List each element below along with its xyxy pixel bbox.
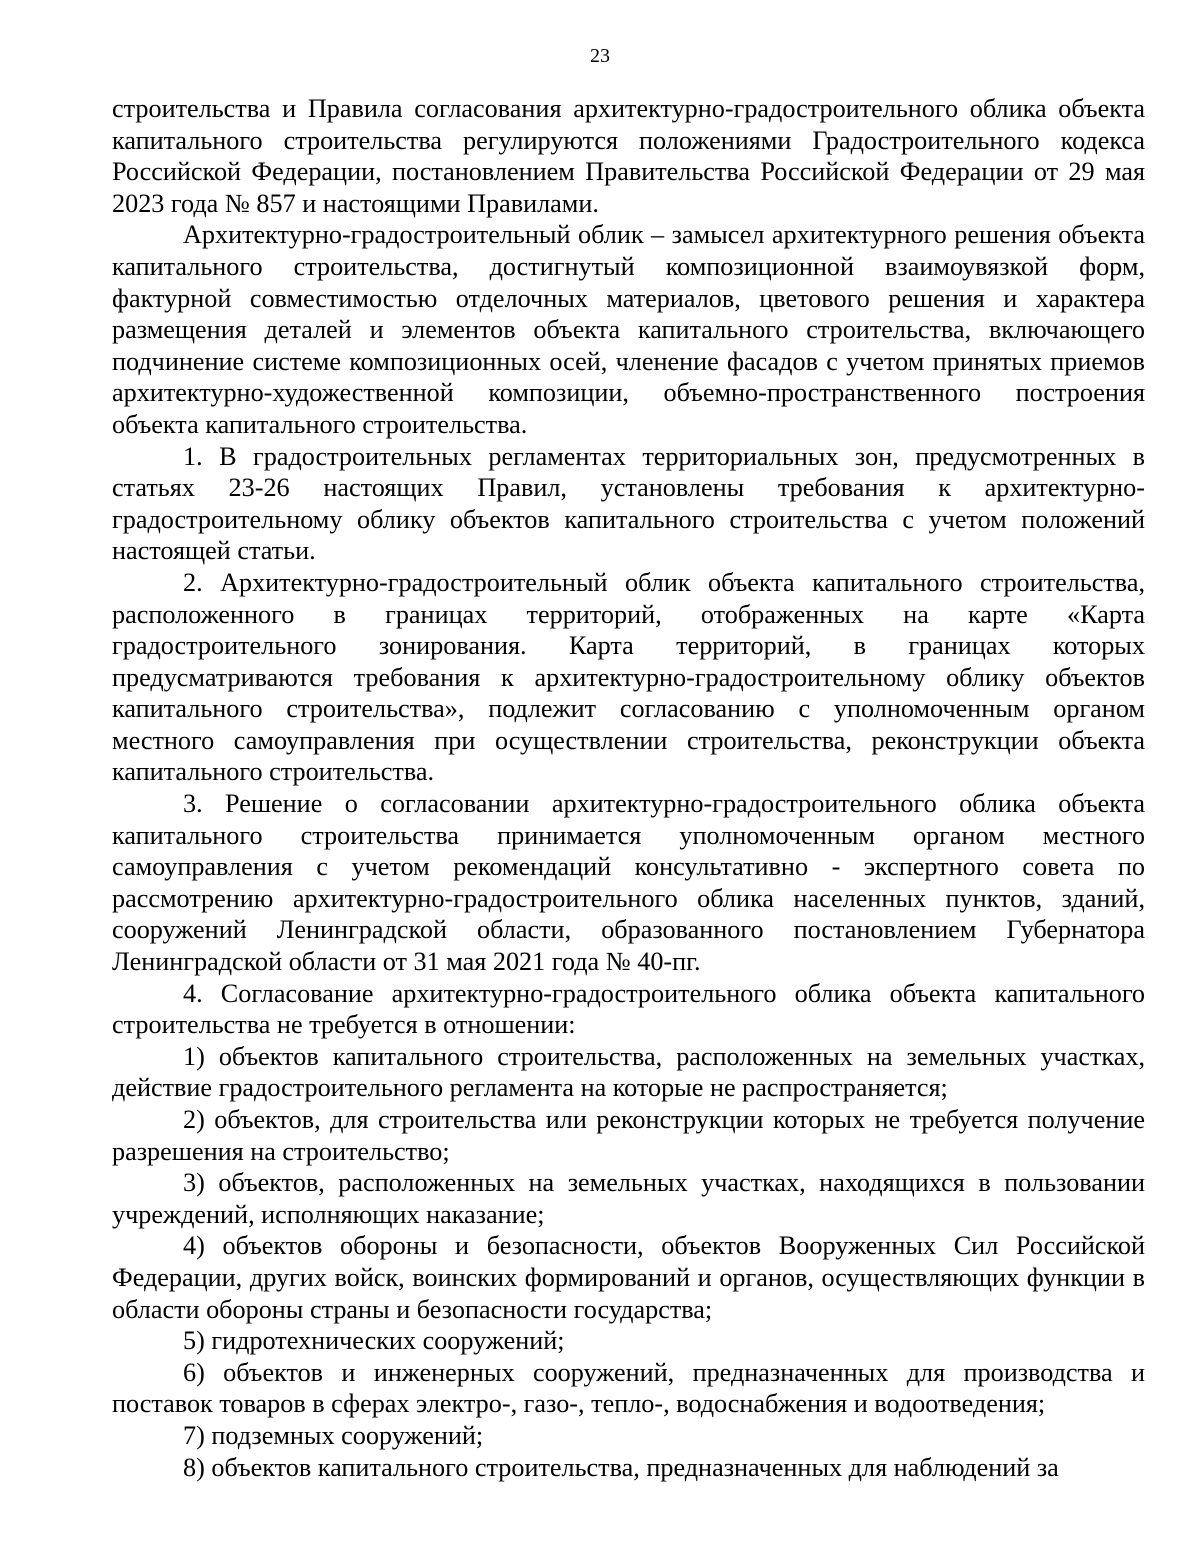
paragraph-item-3: 3. Решение о согласовании архитектурно-градостроительного облика объекта капитального строительства принимается уполномоченным органом местного самоуправления с учетом рекомендаций консультативно - экспертного совета по рассмотрению архитектурно-градостроительного облика населенных пунктов, зданий, сооружений Ленинградской области, образованного постановлением Губернатора Ленинградской области от 31 мая 2021 года № 40-пг. xyxy=(112,789,1145,977)
paragraph-item-4: 4. Согласование архитектурно-градостроительного облика объекта капитального строительства не требуется в отношении: xyxy=(112,978,1145,1040)
subitem-5: 5) гидротехнических сооружений; xyxy=(183,1326,565,1356)
subitem-1: 1) объектов капитального строительства, расположенных на земельных участках, действие градостроительного регламента на которые не распространяется; xyxy=(112,1041,1145,1103)
subitem-6: 6) объектов и инженерных сооружений, предназначенных для производства и поставок товаров в сферах электро-, газо-, тепло-, водоснабжения и водоотведения; xyxy=(112,1357,1145,1419)
subitem-7: 7) подземных сооружений; xyxy=(183,1420,484,1450)
document-body xyxy=(112,93,1145,1483)
paragraph-definition: Архитектурно-градостроительный облик – замысел архитектурного решения объекта капитального строительства, достигнутый композиционной взаимоувязкой форм, фактурной совместимостью отделочных материалов, цветового решения и характера размещения деталей и элементов объекта капитального строительства, включающего подчинение системе композиционных осей, членение фасадов с учетом принятых приемов архитектурно-художественной композиции, объемно-пространственного построения объекта капитального строительства. xyxy=(112,220,1145,439)
subitem-2: 2) объектов, для строительства или реконструкции которых не требуется получение разрешения на строительство; xyxy=(112,1105,1145,1166)
subitem-3: 3) объектов, расположенных на земельных участках, находящихся в пользовании учреждений, исполняющих наказание; xyxy=(112,1168,1145,1229)
paragraph-item-1: 1. В градостроительных регламентах территориальных зон, предусмотренных в статьях 23-26 настоящих Правил, установлены требования к архитектурно-градостроительному облику объектов капитального строительства с учетом положений настоящей статьи. xyxy=(112,441,1145,566)
subitem-4: 4) объектов обороны и безопасности, объектов Вооруженных Сил Российской Федерации, других войск, воинских формирований и органов, осуществляющих функции в области обороны страны и безопасности государства; xyxy=(112,1231,1145,1324)
page-number: 23 xyxy=(590,45,610,67)
paragraph-continuation: строительства и Правила согласования архитектурно-градостроительного облика объекта капитального строительства регулируются положениями Градостроительного кодекса Российской Федерации, постановлением Правительства Российской Федерации от 29 мая 2023 года № 857 и настоящими Правилами. xyxy=(112,94,1145,218)
paragraph-item-2: 2. Архитектурно-градостроительный облик объекта капитального строительства, расположенного в границах территорий, отображенных на карте «Карта градостроительного зонирования. Карта территорий, в границах которых предусматриваются требования к архитектурно-градостроительному облику объектов капитального строительства», подлежит согласованию с уполномоченным органом местного самоуправления при осуществлении строительства, реконструкции объекта капитального строительства. xyxy=(112,567,1145,787)
subitem-8: 8) объектов капитального строительства, предназначенных для наблюдений за xyxy=(183,1452,1059,1482)
